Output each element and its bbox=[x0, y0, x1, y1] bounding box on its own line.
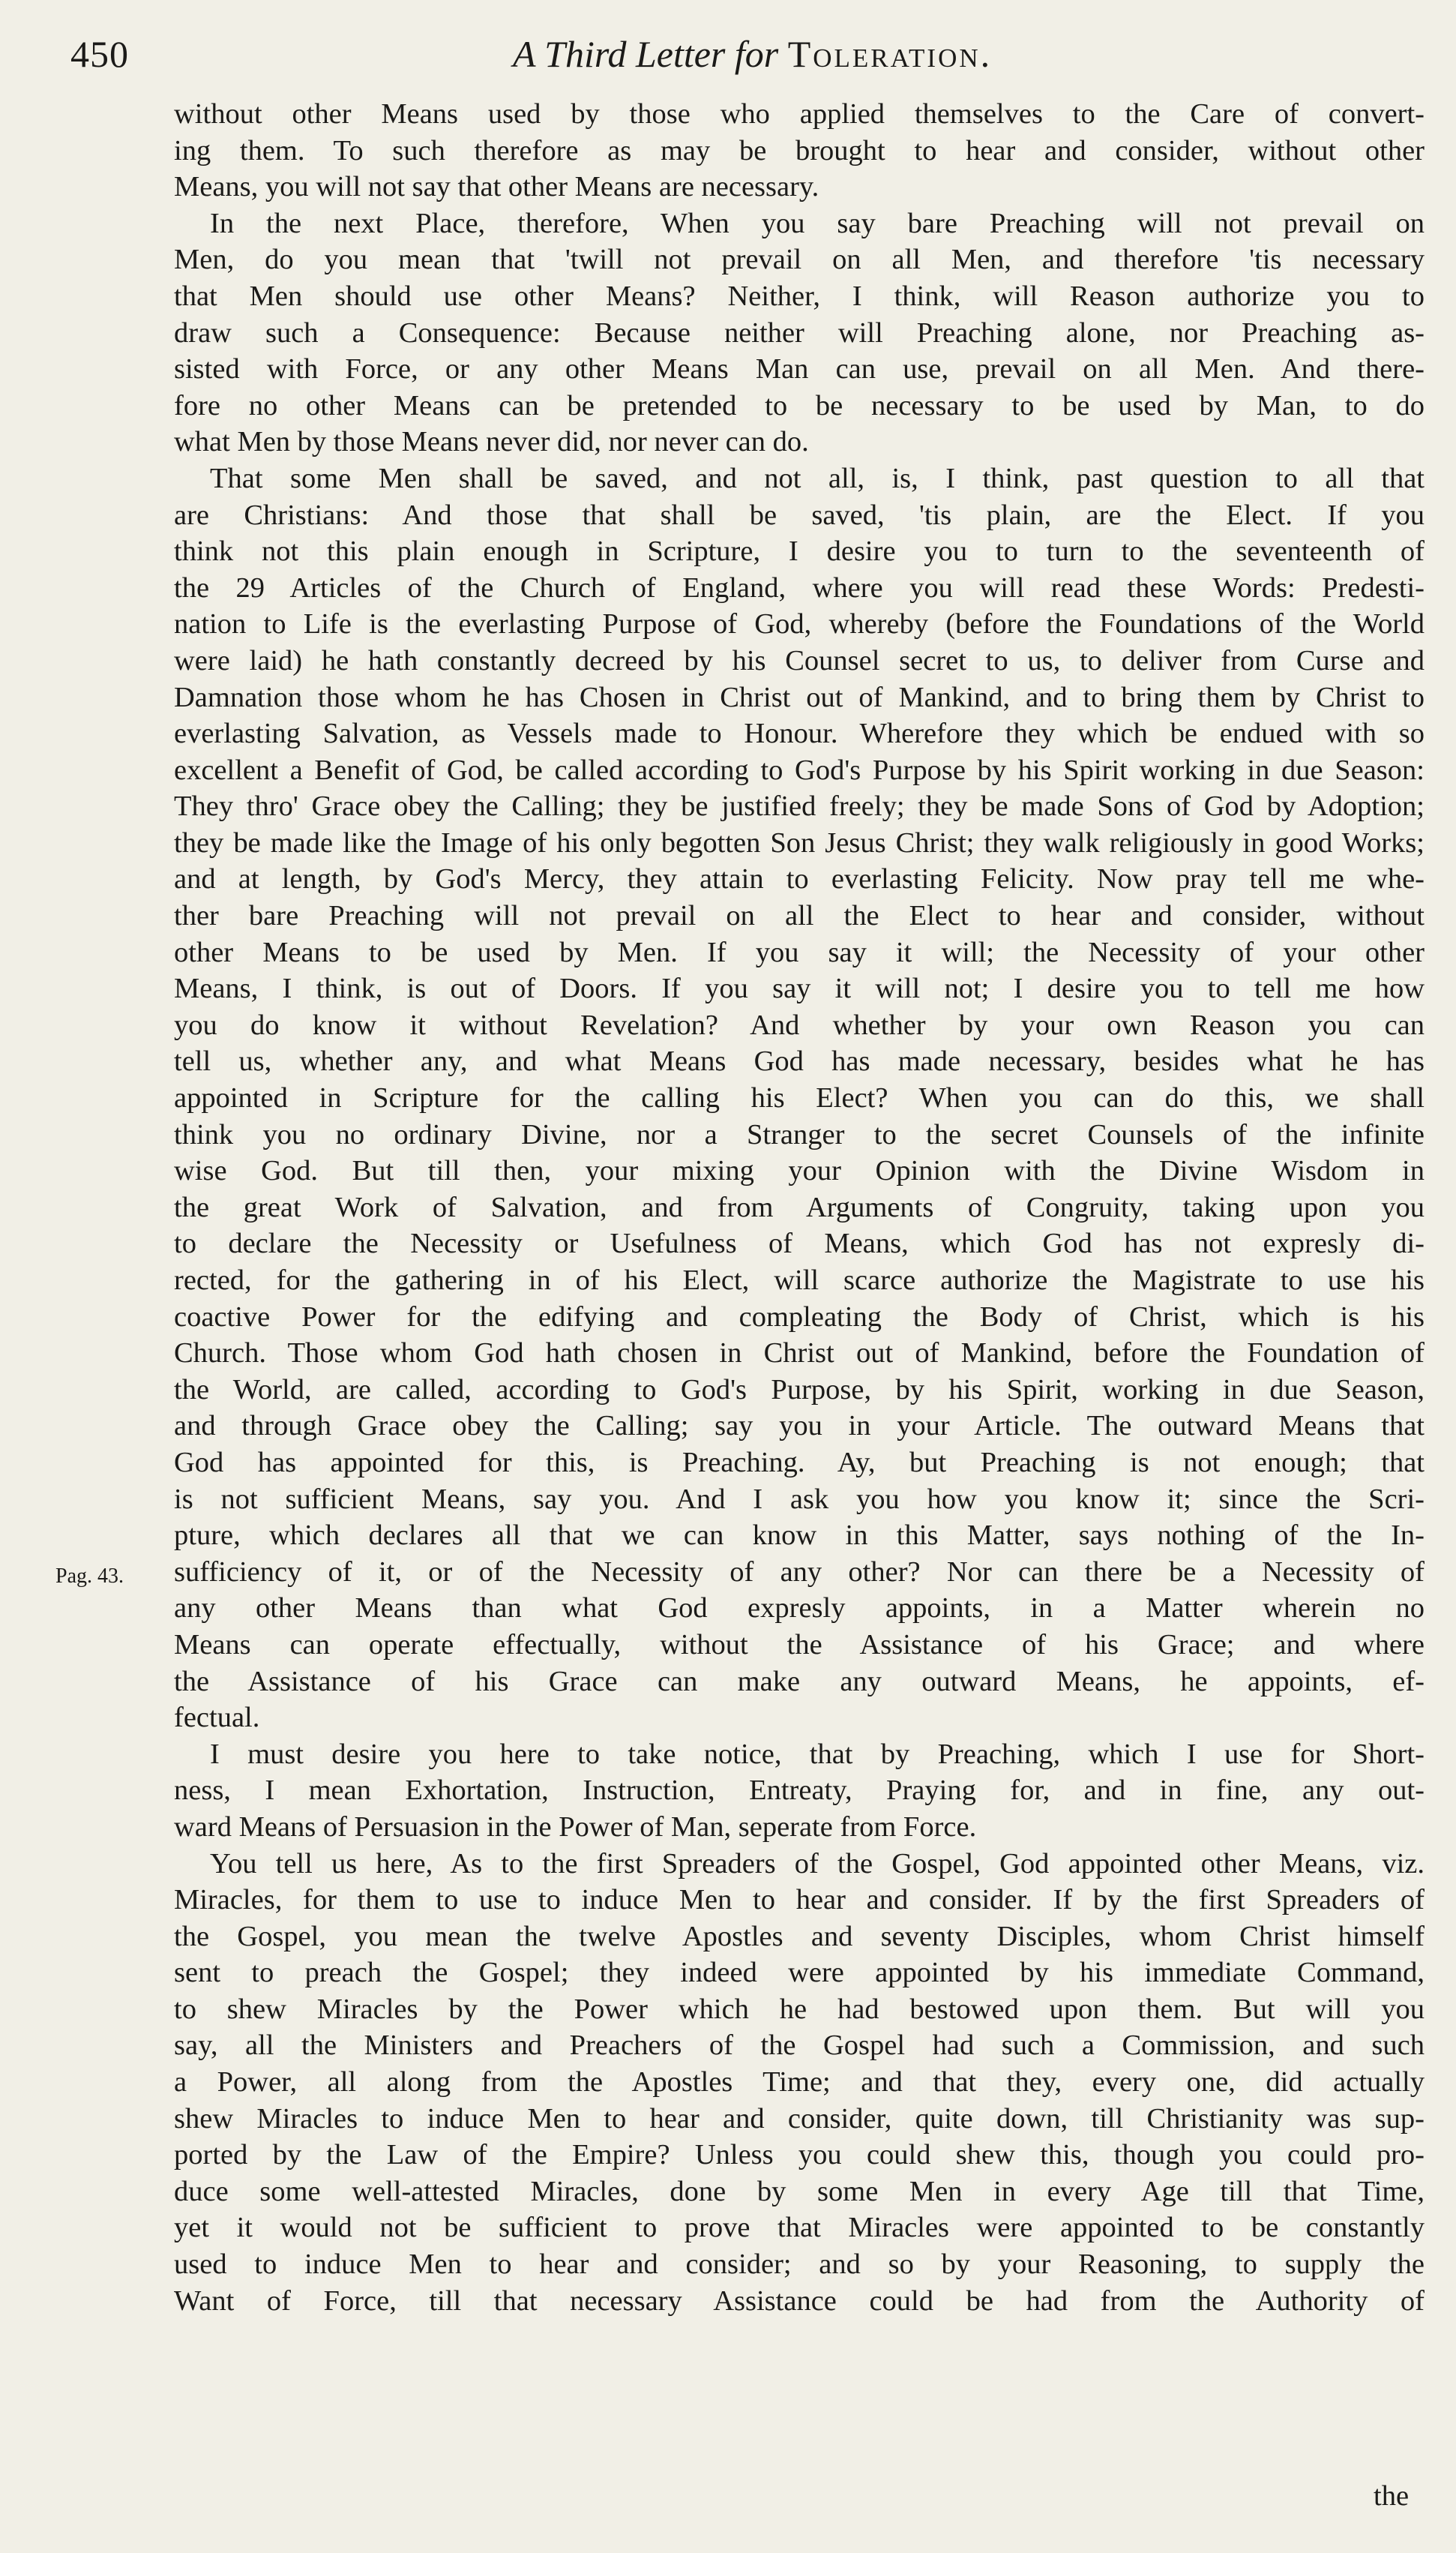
text-line: the Gospel, you mean the twelve Apostles and seventy Disciples, whom Christ himself bbox=[174, 1920, 1425, 1952]
text-line: sisted with Force, or any other Means Man can use, prevail on all Men. And there- bbox=[174, 353, 1425, 386]
text-line: pture, which declares all that we can know in this Matter, says nothing of the In- bbox=[174, 1520, 1425, 1552]
text-line: that Men should use other Means? Neither, I think, will Reason authorize you to bbox=[174, 280, 1425, 312]
text-line: wise God. But till then, your mixing your Opinion with the Divine Wisdom in bbox=[174, 1155, 1425, 1187]
text-line: yet it would not be sufficient to prove that Miracles were appointed to be constantly bbox=[174, 2212, 1425, 2244]
text-line: ther bare Preaching will not prevail on all the Elect to hear and consider, without bbox=[174, 900, 1425, 932]
text-line: ported by the Law of the Empire? Unless you could shew this, though you could pro- bbox=[174, 2139, 1425, 2171]
text-line: nation to Life is the everlasting Purpose of God, whereby (before the Foundations of the World bbox=[174, 608, 1425, 640]
text-line: you do know it without Revelation? And whether by your own Reason you can bbox=[174, 1009, 1425, 1041]
text-line: I must desire you here to take notice, that by Preaching, which I use for Short- bbox=[210, 1738, 1425, 1770]
text-line: Men, do you mean that 'twill not prevail on all Men, and therefore 'tis necessary bbox=[174, 244, 1425, 276]
body-text bbox=[174, 96, 1425, 2319]
catchword: the bbox=[1374, 2480, 1410, 2512]
text-line: ness, I mean Exhortation, Instruction, Entreaty, Praying for, and in fine, any out- bbox=[174, 1774, 1425, 1807]
text-line: without other Means used by those who applied themselves to the Care of convert- bbox=[174, 98, 1425, 130]
text-line: fectual. bbox=[174, 1702, 260, 1734]
text-line: Means, you will not say that other Means are necessary. bbox=[174, 171, 819, 203]
text-line: say, all the Ministers and Preachers of the Gospel had such a Commission, and such bbox=[174, 2030, 1425, 2062]
text-line: sent to preach the Gospel; they indeed were appointed by his immediate Command, bbox=[174, 1957, 1425, 1989]
text-line: duce some well-attested Miracles, done by some Men in every Age till that Time, bbox=[174, 2175, 1425, 2207]
text-line: to declare the Necessity or Usefulness of Means, which God has not expresly di- bbox=[174, 1228, 1425, 1260]
running-title-caps: Toleration. bbox=[787, 33, 993, 75]
text-line: the 29 Articles of the Church of England, where you will read these Words: Predesti- bbox=[174, 572, 1425, 604]
text-line: and through Grace obey the Calling; say you in your Article. The outward Means that bbox=[174, 1410, 1425, 1442]
text-line: Miracles, for them to use to induce Men to hear and consider. If by the first Spreaders of bbox=[174, 1884, 1425, 1916]
text-line: sufficiency of it, or of the Necessity of any other? Nor can there be a Necessity of bbox=[174, 1556, 1425, 1588]
text-line: think you no ordinary Divine, nor a Stranger to the secret Counsels of the infinite bbox=[174, 1118, 1425, 1150]
text-line: the great Work of Salvation, and from Arguments of Congruity, taking upon you bbox=[174, 1191, 1425, 1223]
text-line: fore no other Means can be pretended to be necessary to be used by Man, to do bbox=[174, 389, 1425, 422]
page-header bbox=[70, 28, 1420, 81]
text-line: they be made like the Image of his only begotten Son Jesus Christ; they walk religiously in good Works; bbox=[174, 826, 1425, 859]
text-line: used to induce Men to hear and consider; and so by your Reasoning, to supply the bbox=[174, 2248, 1425, 2281]
text-line: the Assistance of his Grace can make any outward Means, he appoints, ef- bbox=[174, 1665, 1425, 1697]
text-line: God has appointed for this, is Preaching. Ay, but Preaching is not enough; that bbox=[174, 1446, 1425, 1478]
text-line: what Men by those Means never did, nor never can do. bbox=[174, 426, 809, 458]
text-line: think not this plain enough in Scripture, I desire you to turn to the seventeenth of bbox=[174, 536, 1425, 568]
text-line: are Christians: And those that shall be saved, 'tis plain, are the Elect. If you bbox=[174, 499, 1425, 531]
text-line: coactive Power for the edifying and compleating the Body of Christ, which is his bbox=[174, 1300, 1425, 1333]
text-line: ward Means of Persuasion in the Power of Man, seperate from Force. bbox=[174, 1810, 977, 1843]
text-line: appointed in Scripture for the calling his Elect? When you can do this, we shall bbox=[174, 1082, 1425, 1114]
text-line: Church. Those whom God hath chosen in Christ out of Mankind, before the Foundation of bbox=[174, 1337, 1425, 1370]
text-line: That some Men shall be saved, and not all, is, I think, past question to all that bbox=[210, 462, 1425, 494]
text-line: draw such a Consequence: Because neither will Preaching alone, nor Preaching as- bbox=[174, 316, 1425, 349]
text-line: They thro' Grace obey the Calling; they be justified freely; they be made Sons of God by Adoption; bbox=[174, 790, 1425, 823]
text-line: Want of Force, till that necessary Assistance could be had from the Authority of bbox=[174, 2284, 1425, 2317]
running-title bbox=[513, 32, 992, 76]
text-line: Damnation those whom he has Chosen in Christ out of Mankind, and to bring them by Christ to bbox=[174, 681, 1425, 713]
text-line: any other Means than what God expresly appoints, in a Matter wherein no bbox=[174, 1592, 1425, 1624]
text-line: You tell us here, As to the first Spreaders of the Gospel, God appointed other Means, viz. bbox=[210, 1847, 1425, 1880]
text-line: other Means to be used by Men. If you say it will; the Necessity of your other bbox=[174, 936, 1425, 968]
text-line: excellent a Benefit of God, be called according to God's Purpose by his Spirit working in due Season: bbox=[174, 754, 1425, 786]
text-line: to shew Miracles by the Power which he had bestowed upon them. But will you bbox=[174, 1993, 1425, 2025]
margin-note: Pag. 43. bbox=[55, 1564, 124, 1588]
text-line: shew Miracles to induce Men to hear and consider, quite down, till Christianity was sup- bbox=[174, 2102, 1425, 2134]
text-line: and at length, by God's Mercy, they attain to everlasting Felicity. Now pray tell me whe- bbox=[174, 863, 1425, 896]
text-line: a Power, all along from the Apostles Time; and that they, every one, did actually bbox=[174, 2066, 1425, 2098]
text-line: the World, are called, according to God's Purpose, by his Spirit, working in due Season, bbox=[174, 1373, 1425, 1406]
text-line: ing them. To such therefore as may be brought to hear and consider, without other bbox=[174, 134, 1425, 166]
text-line: is not sufficient Means, say you. And I ask you how you know it; since the Scri- bbox=[174, 1483, 1425, 1515]
text-line: Means can operate effectually, without the Assistance of his Grace; and where bbox=[174, 1628, 1425, 1660]
text-line: everlasting Salvation, as Vessels made to Honour. Wherefore they which be endued with so bbox=[174, 718, 1425, 750]
text-line: rected, for the gathering in of his Elect, will scarce authorize the Magistrate to use his bbox=[174, 1264, 1425, 1296]
text-line: tell us, whether any, and what Means God has made necessary, besides what he has bbox=[174, 1046, 1425, 1078]
page-number: 450 bbox=[70, 33, 129, 75]
text-line: were laid) he hath constantly decreed by his Counsel secret to us, to deliver from Curse and bbox=[174, 644, 1425, 676]
running-title-italic: A Third Letter for bbox=[513, 33, 788, 75]
text-line: In the next Place, therefore, When you say bare Preaching will not prevail on bbox=[210, 207, 1425, 239]
text-line: Means, I think, is out of Doors. If you say it will not; I desire you to tell me how bbox=[174, 973, 1425, 1005]
